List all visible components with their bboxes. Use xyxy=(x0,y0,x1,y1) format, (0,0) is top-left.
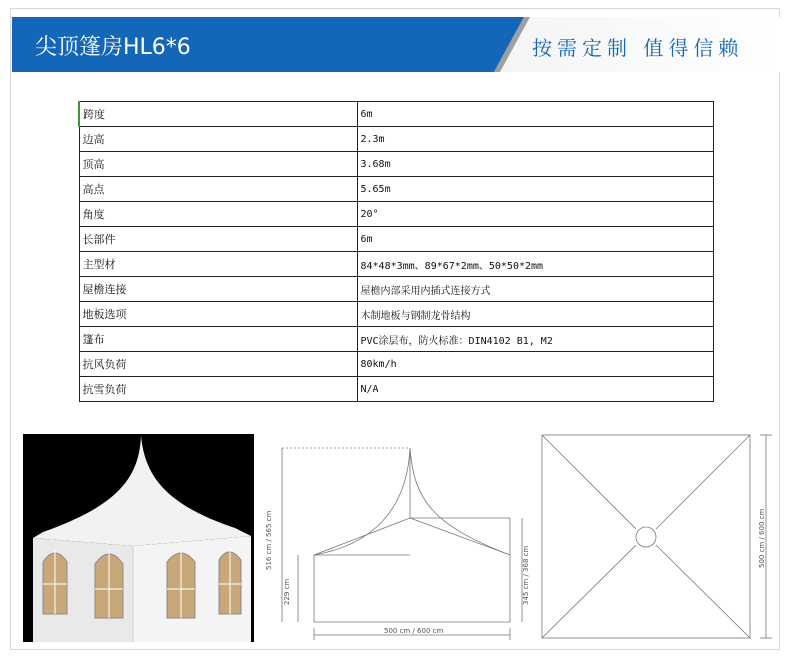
spec-value: 2.3m xyxy=(357,127,714,152)
spec-value: PVC涂层布，防火标准：DIN4102 B1, M2 xyxy=(357,327,714,352)
spec-row xyxy=(79,127,714,152)
spec-label: 跨度 xyxy=(79,102,357,127)
spec-value: 80km/h xyxy=(357,352,714,377)
spec-row xyxy=(79,277,714,302)
tent-photo xyxy=(23,434,254,642)
spec-value: 5.65m xyxy=(357,177,714,202)
spec-value: 84*48*3mm、89*67*2mm、50*50*2mm xyxy=(357,252,714,277)
spec-label: 长部件 xyxy=(79,227,357,252)
spec-value: 6m xyxy=(357,227,714,252)
spec-row xyxy=(79,302,714,327)
spec-row xyxy=(79,152,714,177)
spec-label: 边高 xyxy=(79,127,357,152)
dim-wall-height: 229 cm xyxy=(283,578,291,605)
spec-value: 木制地板与钢制龙骨结构 xyxy=(357,302,714,327)
spec-label: 篷布 xyxy=(79,327,357,352)
spec-value: 屋檐内部采用内插式连接方式 xyxy=(357,277,714,302)
spec-label: 抗雪负荷 xyxy=(79,377,357,402)
dim-total-height: 516 cm / 565 cm xyxy=(265,510,273,570)
spec-value: 3.68m xyxy=(357,152,714,177)
spec-value: 6m xyxy=(357,102,714,127)
spec-label: 顶高 xyxy=(79,152,357,177)
spec-value: N/A xyxy=(357,377,714,402)
spec-value: 20° xyxy=(357,202,714,227)
spec-row xyxy=(79,227,714,252)
spec-row xyxy=(79,252,714,277)
spec-row xyxy=(79,202,714,227)
spec-label: 角度 xyxy=(79,202,357,227)
spec-row xyxy=(79,102,714,127)
side-elevation-drawing xyxy=(262,440,532,645)
spec-label: 主型材 xyxy=(79,252,357,277)
dim-peak-height: 345 cm / 368 cm xyxy=(522,545,530,605)
spec-row xyxy=(79,352,714,377)
dim-top-width: 500 cm / 600 cm xyxy=(758,508,766,568)
spec-row xyxy=(79,177,714,202)
top-view-drawing xyxy=(538,432,778,644)
spec-label: 高点 xyxy=(79,177,357,202)
spec-label: 地板选项 xyxy=(79,302,357,327)
spec-row xyxy=(79,377,714,402)
spec-row xyxy=(79,327,714,352)
page-title: 尖顶篷房HL6*6 xyxy=(35,35,191,60)
dim-width: 500 cm / 600 cm xyxy=(384,627,444,635)
spec-table xyxy=(78,101,714,402)
spec-label: 屋檐连接 xyxy=(79,277,357,302)
slogan: 按需定制 值得信赖 xyxy=(532,36,744,60)
spec-label: 抗风负荷 xyxy=(79,352,357,377)
